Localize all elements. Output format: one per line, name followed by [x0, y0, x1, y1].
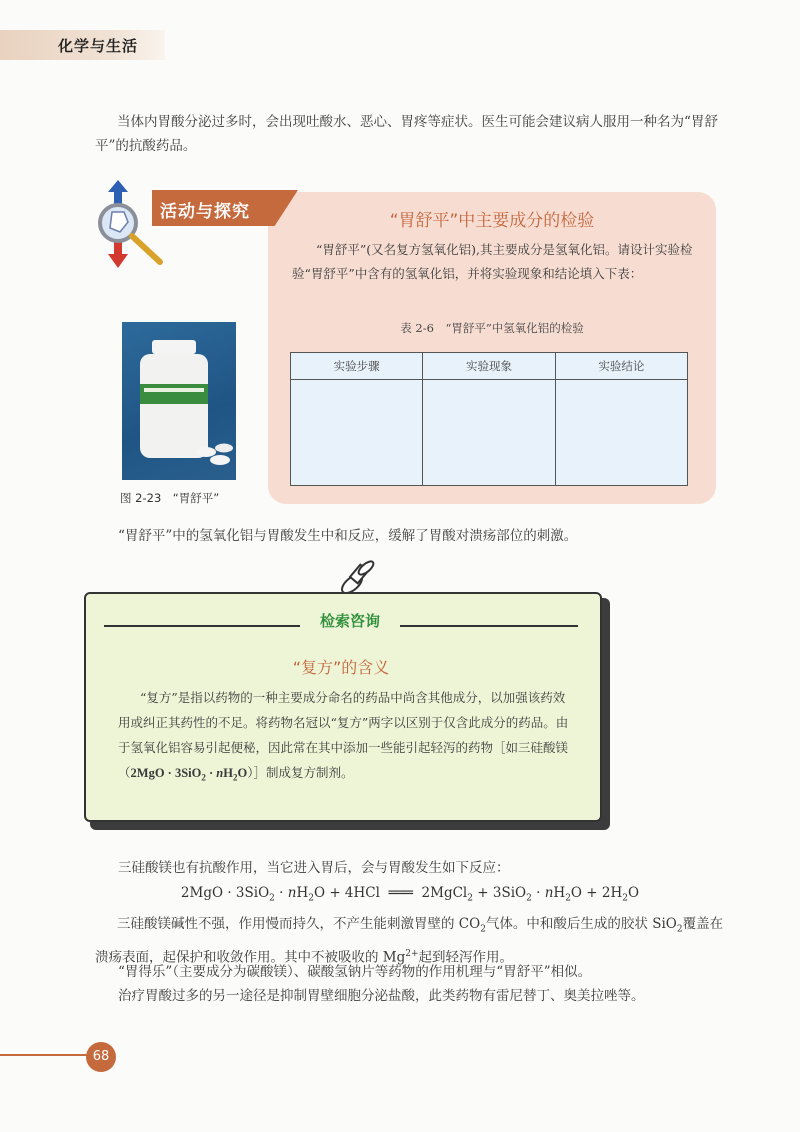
table-cell-steps[interactable] [291, 380, 423, 486]
activity-heading: “胃舒平”中主要成分的检验 [389, 211, 595, 231]
header-title: 化学与生活 [58, 37, 139, 55]
paragraph-weidele: “胃得乐”（主要成分为碳酸镁）、碳酸氢钠片等药物的作用机理与“胃舒平”相似。 [118, 964, 592, 980]
photo-caption: 图 2-23 “胃舒平” [120, 491, 220, 505]
table-row [291, 380, 688, 486]
medicine-photo [122, 322, 236, 480]
p2-text: 起到轻泻作用。 [418, 949, 514, 966]
formula-part: O [237, 766, 248, 780]
intro-paragraph: 当体内胃酸分泌过多时，会出现吐酸水、恶心、胃疼等症状。医生可能会建议病人服用一种名为“胃舒平”的抗酸药品。 [95, 114, 718, 154]
eq-part: 2MgCl [421, 885, 468, 901]
medicine-bottle-image [122, 322, 236, 480]
consult-label: 检索咨询 [319, 612, 380, 630]
subscript: 2 [269, 893, 275, 904]
formula-trisilicate [130, 766, 248, 783]
table-header-phenomena: 实验现象 [423, 353, 555, 380]
activity-tab-label: 活动与探究 [160, 202, 250, 222]
superscript: 2+ [405, 948, 419, 959]
eq-part: 2MgO · 3SiO [180, 885, 270, 901]
eq-equals-sign: ═══ [388, 885, 413, 901]
eq-part: O + 2H [570, 885, 623, 901]
paragraph-alternative: 治疗胃酸过多的另一途径是抑制胃壁细胞分泌盐酸，此类药物有雷尼替丁、奥美拉唑等。 [118, 988, 645, 1004]
footer-rule [0, 1054, 96, 1056]
eq-part: + 3SiO [472, 885, 527, 901]
consult-body [118, 685, 576, 791]
table-cell-conclusion[interactable] [555, 380, 687, 486]
subscript: 2 [480, 924, 486, 935]
table-cell-phenomena[interactable] [423, 380, 555, 486]
subscript: 2 [676, 924, 683, 935]
eq-part: · [531, 885, 545, 901]
table-header-steps: 实验步骤 [291, 353, 423, 380]
consult-heading: “复方”的含义 [292, 658, 390, 677]
table-header-row [291, 353, 688, 380]
chemical-equation [140, 885, 680, 904]
p2-text: 覆盖在溃疡表面，起保护和收敛作用。其中不被吸收的 Mg [95, 916, 724, 966]
p2-text: 气体。中和酸后生成的胶状 SiO [485, 916, 677, 932]
eq-part: O [627, 885, 640, 901]
p2-text: 三硅酸镁碱性不强，作用慢而持久，不产生能刺激胃壁的 CO [117, 916, 481, 932]
formula-n: n [216, 766, 224, 780]
eq-part: H [296, 885, 309, 901]
consult-rule-right [400, 625, 578, 627]
table-header-conclusion: 实验结论 [555, 353, 687, 380]
formula-part: H [223, 766, 233, 780]
activity-body: “胃舒平”(又名复方氢氧化铝),其主要成分是氢氧化铝。请设计实验检验“胃舒平”中含有的氢氧化铝，并将实验现象和结论填入下表： [292, 242, 693, 281]
experiment-table [290, 352, 688, 486]
consult-rule-left [104, 625, 300, 627]
subscript: 2 [565, 893, 571, 904]
subscript: 2 [467, 893, 473, 904]
subscript: 2 [232, 772, 238, 783]
table-caption: 表 2-6 “胃舒平”中氢氧化铝的检验 [400, 321, 584, 335]
formula-part: 2MgO · 3SiO [130, 766, 202, 780]
formula-part: · [205, 766, 217, 780]
subscript: 2 [201, 772, 206, 783]
eq-n: n [287, 885, 297, 901]
paragraph-reaction-intro: 三硅酸镁也有抗酸作用，当它进入胃后，会与胃酸发生如下反应： [118, 860, 510, 876]
after-activity-paragraph: “胃舒平”中的氢氧化铝与胃酸发生中和反应，缓解了胃酸对溃疡部位的刺激。 [118, 528, 578, 544]
eq-n: n [544, 885, 554, 901]
consult-body-text: “复方”是指以药物的一种主要成分命名的药品中尚含其他成分，以加强该药效用或纠正其药性的不足。将药物名冠以“复方”两字以区别于仅含此成分的药品。由于氢氧化铝容易引起便秘，因此常在其中添加一些能引起轻泻的药物［如三硅酸镁（ [118, 690, 569, 780]
page-number: 68 [86, 1042, 116, 1072]
subscript: 2 [622, 893, 628, 904]
eq-part: · [274, 885, 288, 901]
eq-part: O + 4HCl [313, 885, 380, 901]
subscript: 2 [526, 893, 532, 904]
consult-body-end: ）］制成复方制剂。 [247, 765, 354, 780]
eq-part: H [553, 885, 566, 901]
subscript: 2 [308, 893, 314, 904]
